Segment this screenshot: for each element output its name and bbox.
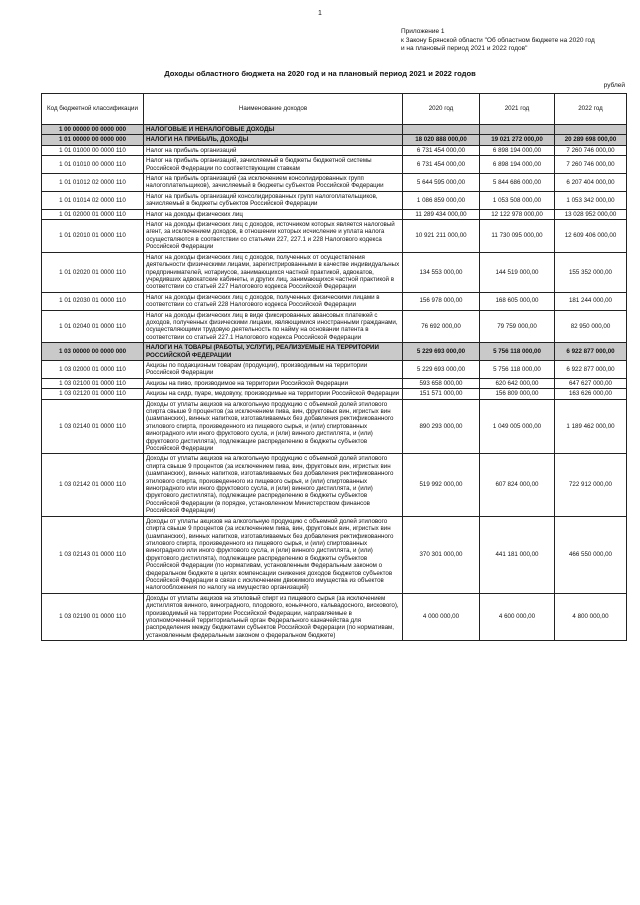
row-name: НАЛОГОВЫЕ И НЕНАЛОГОВЫЕ ДОХОДЫ xyxy=(144,125,403,135)
row-code: 1 03 02142 01 0000 110 xyxy=(42,454,144,516)
row-name: НАЛОГИ НА ТОВАРЫ (РАБОТЫ, УСЛУГИ), РЕАЛИЗУЕМЫЕ НА ТЕРРИТОРИИ РОССИЙСКОЙ ФЕДЕРАЦИИ xyxy=(144,343,403,361)
row-value-2020: 370 301 000,00 xyxy=(403,516,480,593)
row-value-2022: 181 244 000,00 xyxy=(555,292,627,310)
row-value-2020: 4 000 000,00 xyxy=(403,593,480,640)
row-value-2022: 6 922 877 000,00 xyxy=(555,343,627,361)
row-code: 1 03 02120 01 0000 110 xyxy=(42,389,144,399)
row-value-2021: 620 642 000,00 xyxy=(480,378,555,388)
row-value-2020: 519 992 000,00 xyxy=(403,454,480,516)
row-value-2022: 163 626 000,00 xyxy=(555,389,627,399)
row-code: 1 03 00000 00 0000 000 xyxy=(42,343,144,361)
row-code: 1 03 02140 01 0000 110 xyxy=(42,399,144,454)
table-row xyxy=(42,174,627,192)
table-row xyxy=(42,135,627,145)
row-name: Доходы от уплаты акцизов на этиловый спирт из пищевого сырья (за исключением дистиллятов винного, виноградного, плодового, коньячного, кальвадосного, вискового), производимый на территории Российской Федерации, направляемые в уполномоченный территориальный орган Федерального казначейства для распределения между бюджетами субъектов Российской Федерации (по нормативам, установленным федеральным законом о федеральном бюджете) xyxy=(144,593,403,640)
row-value-2020: 6 731 454 000,00 xyxy=(403,156,480,174)
row-code: 1 01 01012 02 0000 110 xyxy=(42,174,144,192)
row-value-2021: 144 519 000,00 xyxy=(480,252,555,292)
row-code: 1 01 02000 01 0000 110 xyxy=(42,209,144,219)
table-row xyxy=(42,360,627,378)
row-value-2021: 5 756 118 000,00 xyxy=(480,343,555,361)
row-value-2022: 647 627 000,00 xyxy=(555,378,627,388)
row-value-2022: 20 289 698 000,00 xyxy=(555,135,627,145)
row-name: Доходы от уплаты акцизов на алкогольную продукцию с объемной долей этилового спирта свыше 9 процентов (за исключением пива, вин, фруктовых вин, игристых вин (шампанских), винных напитков, изготавливаемых без добавления ректификованного этилового спирта, произведенного из пищевого сырья, и (или) спиртованных виноградного или иного фруктового сусла, и (или) винного дистиллята, и (или) фруктового дистиллята), подлежащие распределению в бюджеты субъектов Российской Федерации (в порядке, установленном Министерством финансов Российской Федерации) xyxy=(144,454,403,516)
row-value-2022: 13 028 952 000,00 xyxy=(555,209,627,219)
table-row xyxy=(42,310,627,343)
table-row xyxy=(42,389,627,399)
row-code: 1 03 02190 01 0000 110 xyxy=(42,593,144,640)
table-row xyxy=(42,156,627,174)
row-name: Налог на доходы физических лиц с доходов, полученных от осуществления деятельности физическими лицами, зарегистрированными в качестве индивидуальных предпринимателей, нотариусов, занимающихся частной практикой, адвокатов, учредивших адвокатские кабинеты, и других лиц, занимающихся частной практикой в соответствии со статьей 227 Налогового кодекса Российской Федерации xyxy=(144,252,403,292)
row-value-2021: 5 844 686 000,00 xyxy=(480,174,555,192)
row-value-2021: 156 809 000,00 xyxy=(480,389,555,399)
row-name: Акцизы по подакцизным товарам (продукции), производимым на территории Российской Федерации xyxy=(144,360,403,378)
page-number: 1 xyxy=(318,10,322,17)
row-code: 1 01 02030 01 0000 110 xyxy=(42,292,144,310)
row-code: 1 03 02000 01 0000 110 xyxy=(42,360,144,378)
row-value-2021: 6 898 194 000,00 xyxy=(480,156,555,174)
row-value-2022: 12 609 406 000,00 xyxy=(555,220,627,253)
row-value-2021: 5 756 118 000,00 xyxy=(480,360,555,378)
row-value-2021: 4 600 000,00 xyxy=(480,593,555,640)
row-value-2021: 1 053 508 000,00 xyxy=(480,191,555,209)
row-code: 1 03 02100 01 0000 110 xyxy=(42,378,144,388)
row-value-2021: 12 122 978 000,00 xyxy=(480,209,555,219)
table-row xyxy=(42,399,627,454)
table-row xyxy=(42,220,627,253)
header-name: Наименование доходов xyxy=(144,94,403,125)
table-row xyxy=(42,125,627,135)
row-value-2021: 1 049 005 000,00 xyxy=(480,399,555,454)
row-value-2022: 1 053 342 000,00 xyxy=(555,191,627,209)
table-row xyxy=(42,454,627,516)
header-2022: 2022 год xyxy=(555,94,627,125)
row-value-2020: 1 086 859 000,00 xyxy=(403,191,480,209)
appendix-line-2: к Закону Брянской области "Об областном бюджете на 2020 год xyxy=(401,36,595,44)
row-value-2022: 466 550 000,00 xyxy=(555,516,627,593)
table-row xyxy=(42,252,627,292)
row-value-2020: 890 293 000,00 xyxy=(403,399,480,454)
row-name: Налог на прибыль организаций консолидированных групп налогоплательщиков, зачисляемый в бюджеты субъектов Российской Федерации xyxy=(144,191,403,209)
row-value-2022: 6 207 404 000,00 xyxy=(555,174,627,192)
row-value-2020: 10 921 211 000,00 xyxy=(403,220,480,253)
row-value-2020: 6 731 454 000,00 xyxy=(403,145,480,155)
revenue-table xyxy=(41,93,627,641)
units-label: рублей xyxy=(603,82,625,89)
table-header-row xyxy=(42,94,627,125)
row-value-2020: 18 020 888 000,00 xyxy=(403,135,480,145)
row-value-2020: 5 644 595 000,00 xyxy=(403,174,480,192)
row-value-2022: 6 922 877 000,00 xyxy=(555,360,627,378)
row-name: Налог на прибыль организаций xyxy=(144,145,403,155)
table-row xyxy=(42,145,627,155)
row-value-2020: 11 289 434 000,00 xyxy=(403,209,480,219)
table-row xyxy=(42,516,627,593)
row-value-2022: 722 912 000,00 xyxy=(555,454,627,516)
row-name: Налог на доходы физических лиц с доходов, полученных физическими лицами в соответствии со статьей 228 Налогового кодекса Российской Федерации xyxy=(144,292,403,310)
row-name: НАЛОГИ НА ПРИБЫЛЬ, ДОХОДЫ xyxy=(144,135,403,145)
row-name: Доходы от уплаты акцизов на алкогольную продукцию с объемной долей этилового спирта свыше 9 процентов (за исключением пива, вин, фруктовых вин, игристых вин (шампанских), винных напитков, изготавливаемых без добавления ректификованного этилового спирта, произведенного из пищевого сырья, и (или) спиртованных виноградного или иного фруктового сусла, и (или) винного дистиллята, и (или) фруктового дистиллята), подлежащие распределению в бюджеты субъектов Российской Федерации xyxy=(144,399,403,454)
row-value-2021: 168 605 000,00 xyxy=(480,292,555,310)
table-row xyxy=(42,593,627,640)
row-code: 1 01 00000 00 0000 000 xyxy=(42,135,144,145)
row-value-2020: 5 229 693 000,00 xyxy=(403,360,480,378)
row-value-2020 xyxy=(403,125,480,135)
row-value-2022: 82 950 000,00 xyxy=(555,310,627,343)
row-value-2020: 5 229 693 000,00 xyxy=(403,343,480,361)
row-value-2022: 1 189 462 000,00 xyxy=(555,399,627,454)
row-value-2022: 7 260 746 000,00 xyxy=(555,145,627,155)
row-value-2020: 134 553 000,00 xyxy=(403,252,480,292)
row-code: 1 01 02040 01 0000 110 xyxy=(42,310,144,343)
table-body xyxy=(42,125,627,641)
row-code: 1 01 02020 01 0000 110 xyxy=(42,252,144,292)
table-row xyxy=(42,378,627,388)
row-value-2020: 76 692 000,00 xyxy=(403,310,480,343)
row-value-2021: 441 181 000,00 xyxy=(480,516,555,593)
row-value-2022 xyxy=(555,125,627,135)
row-name: Налог на прибыль организаций (за исключением консолидированных групп налогоплательщиков), зачисляемый в бюджеты субъектов Российской Федерации xyxy=(144,174,403,192)
row-value-2021: 6 898 194 000,00 xyxy=(480,145,555,155)
row-code: 1 01 01010 00 0000 110 xyxy=(42,156,144,174)
table-row xyxy=(42,343,627,361)
row-code: 1 01 01000 00 0000 110 xyxy=(42,145,144,155)
table-row xyxy=(42,292,627,310)
header-code: Код бюджетной классификации xyxy=(42,94,144,125)
row-value-2021: 607 824 000,00 xyxy=(480,454,555,516)
table-row xyxy=(42,209,627,219)
appendix-note xyxy=(401,28,626,54)
row-code: 1 01 02010 01 0000 110 xyxy=(42,220,144,253)
row-name: Налог на доходы физических лиц с доходов, источником которых является налоговый агент, за исключением доходов, в отношении которых исчисление и уплата налога осуществляются в соответствии со статьями 227, 227.1 и 228 Налогового кодекса Российской Федерации xyxy=(144,220,403,253)
row-name: Акцизы на пиво, производимое на территории Российской Федерации xyxy=(144,378,403,388)
row-value-2021: 79 759 000,00 xyxy=(480,310,555,343)
row-name: Акцизы на сидр, пуаре, медовуху, производимые на территории Российской Федерации xyxy=(144,389,403,399)
row-code: 1 03 02143 01 0000 110 xyxy=(42,516,144,593)
row-name: Налог на доходы физических лиц xyxy=(144,209,403,219)
row-value-2021 xyxy=(480,125,555,135)
row-value-2021: 11 730 095 000,00 xyxy=(480,220,555,253)
document-title: Доходы областного бюджета на 2020 год и на плановый период 2021 и 2022 годов xyxy=(164,69,476,78)
appendix-line-3: и на плановый период 2021 и 2022 годов" xyxy=(401,45,528,52)
row-value-2020: 593 658 000,00 xyxy=(403,378,480,388)
row-code: 1 01 01014 02 0000 110 xyxy=(42,191,144,209)
row-value-2021: 19 021 272 000,00 xyxy=(480,135,555,145)
row-value-2020: 156 978 000,00 xyxy=(403,292,480,310)
row-value-2022: 7 260 746 000,00 xyxy=(555,156,627,174)
row-name: Налог на доходы физических лиц в виде фиксированных авансовых платежей с доходов, полученных физическими лицами, являющимися иностранными гражданами, осуществляющими трудовую деятельность по найму на основании патента в соответствии со статьей 227.1 Налогового кодекса Российской Федерации xyxy=(144,310,403,343)
row-value-2020: 151 571 000,00 xyxy=(403,389,480,399)
row-name: Налог на прибыль организаций, зачисляемый в бюджеты бюджетной системы Российской Федерации по соответствующим ставкам xyxy=(144,156,403,174)
header-2021: 2021 год xyxy=(480,94,555,125)
appendix-line-1: Приложение 1 xyxy=(401,28,445,35)
row-code: 1 00 00000 00 0000 000 xyxy=(42,125,144,135)
row-value-2022: 155 352 000,00 xyxy=(555,252,627,292)
header-2020: 2020 год xyxy=(403,94,480,125)
row-value-2022: 4 800 000,00 xyxy=(555,593,627,640)
row-name: Доходы от уплаты акцизов на алкогольную продукцию с объемной долей этилового спирта свыше 9 процентов (за исключением пива, вин, фруктовых вин, игристых вин (шампанских), винных напитков, изготавливаемых без добавления ректификованного этилового спирта, произведенного из пищевого сырья, и (или) спиртованных виноградного или иного фруктового сусла, и (или) винного дистиллята, и (или) фруктового дистиллята), подлежащие распределению в бюджеты субъектов Российской Федерации (по нормативам, установленным Федеральным законом о федеральном бюджете в целях компенсации снижения доходов бюджетов субъектов Российской Федерации в связи с исключением движимого имущества из объектов налогообложения по налогу на имущество организаций) xyxy=(144,516,403,593)
table-row xyxy=(42,191,627,209)
